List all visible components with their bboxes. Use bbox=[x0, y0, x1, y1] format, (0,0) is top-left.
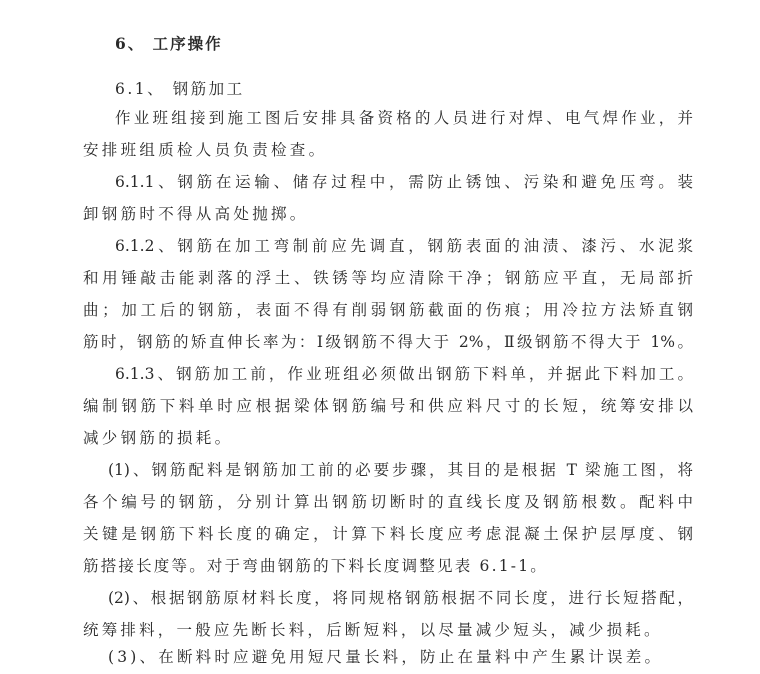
list-item-line: (3)、在断料时应避免用短尺量长料，防止在量料中产生累计误差。 bbox=[108, 648, 664, 666]
list-item-line: 统筹排料，一般应先断长料，后断短料，以尽量减少短头，减少损耗。 bbox=[83, 621, 663, 639]
list-item-line: (1)、钢筋配料是钢筋加工前的必要步骤，其目的是根据 T 梁施工图，将 bbox=[108, 461, 693, 479]
paragraph-line: 作业班组接到施工图后安排具备资格的人员进行对焊、电气焊作业，并 bbox=[115, 109, 693, 127]
paragraph-line: 6.1.2、钢筋在加工弯制前应先调直，钢筋表面的油渍、漆污、水泥浆 bbox=[115, 237, 693, 255]
paragraph-line: 安排班组质检人员负责检查。 bbox=[83, 141, 328, 159]
list-item-line: 关键是钢筋下料长度的确定，计算下料长度应考虑混凝土保护层厚度、钢 bbox=[83, 525, 693, 543]
list-item-line: 筋搭接长度等。对于弯曲钢筋的下料长度调整见表 6.1-1。 bbox=[83, 557, 548, 575]
paragraph-line: 6.1.3、钢筋加工前，作业班组必须做出钢筋下料单，并据此下料加工。 bbox=[115, 365, 693, 383]
subsection-title: 6.1、 钢筋加工 bbox=[115, 80, 245, 98]
paragraph-line: 和用锤敲击能剥落的浮土、铁锈等均应清除干净；钢筋应平直，无局部折 bbox=[83, 269, 693, 287]
paragraph-line: 6.1.1、钢筋在运输、储存过程中，需防止锈蚀、污染和避免压弯。装 bbox=[115, 173, 693, 191]
paragraph-line: 卸钢筋时不得从高处抛掷。 bbox=[83, 205, 309, 223]
paragraph-line: 编制钢筋下料单时应根据梁体钢筋编号和供应料尺寸的长短，统筹安排以 bbox=[83, 397, 693, 415]
section-heading: 6、 工序操作 bbox=[115, 34, 223, 53]
paragraph-line: 减少钢筋的损耗。 bbox=[83, 429, 234, 447]
list-item-line: (2)、根据钢筋原材料长度，将同规格钢筋根据不同长度，进行长短搭配， bbox=[108, 589, 693, 607]
paragraph-line: 筋时，钢筋的矫直伸长率为：Ⅰ级钢筋不得大于 2%，Ⅱ级钢筋不得大于 1%。 bbox=[83, 333, 693, 351]
list-item-line: 各个编号的钢筋，分别计算出钢筋切断时的直线长度及钢筋根数。配料中 bbox=[83, 493, 693, 511]
paragraph-line: 曲；加工后的钢筋，表面不得有削弱钢筋截面的伤痕；用冷拉方法矫直钢 bbox=[83, 301, 693, 319]
